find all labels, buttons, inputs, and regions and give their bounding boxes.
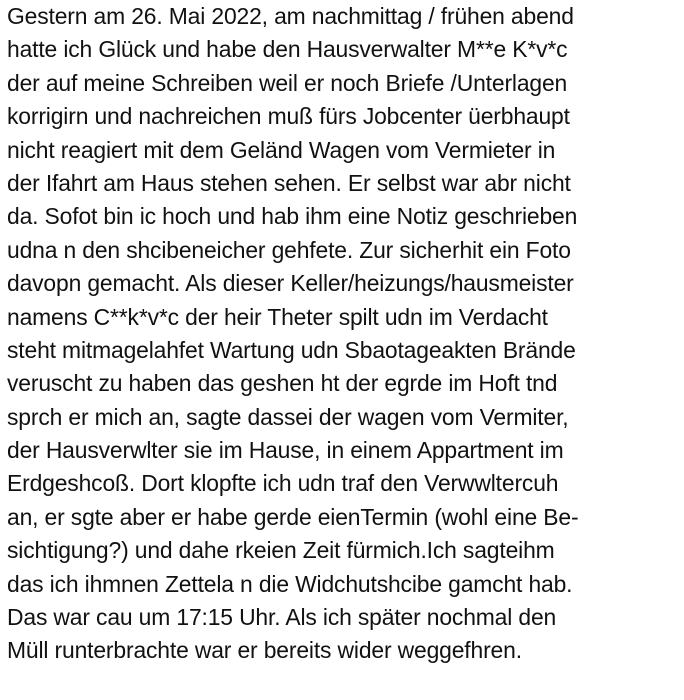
text-line: sprch er mich an, sagte dassei der wagen vom Vermiter, [7,403,569,430]
text-line: der Hausverwlter sie im Hause, in einem Appartment im [7,437,564,464]
text-line: Erdgeshcoß. Dort klopfte ich udn traf den Verwwltercuh [7,470,559,497]
text-line: Müll runterbrachte war er bereits wider weggefhren. [7,637,522,664]
text-line: Das war cau um 17:15 Uhr. Als ich später nochmal den [7,604,557,631]
text-line: nicht reagiert mit dem Geländ Wagen vom Vermieter in [7,136,556,163]
text-line: davopn gemacht. Als dieser Keller/heizungs/hausmeister [7,270,574,297]
text-line: Gestern am 26. Mai 2022, am nachmittag / frühen abend [7,3,574,29]
text-line: steht mitmagelahfet Wartung udn Sbaotageakten Brände [7,336,576,363]
text-line: das ich ihmnen Zettela n die Widchutshcibe gamcht hab. [7,570,573,597]
document-text [7,0,682,668]
text-line: namens C**k*v*c der heir Theter spilt udn im Verdacht [7,303,548,330]
text-line: da. Sofot bin ic hoch und hab ihm eine Notiz geschrieben [7,203,578,230]
text-line: der auf meine Schreiben weil er noch Briefe /Unterlagen [7,69,568,96]
text-line: der Ifahrt am Haus stehen sehen. Er selbst war abr nicht [7,169,571,196]
text-line: korrigirn und nachreichen muß fürs Jobcenter üerbhaupt [7,103,570,130]
text-line: veruscht zu haben das geshen ht der egrde im Hoft tnd [7,370,558,397]
text-line: hatte ich Glück und habe den Hausverwalter M**e K*v*c [7,36,568,63]
text-line: udna n den shcibeneicher gehfete. Zur sicherhit ein Foto [7,236,571,263]
text-line: an, er sgte aber er habe gerde eienTermin (wohl eine Be- [7,503,579,530]
text-line: sichtigung?) und dahe rkeien Zeit fürmich.Ich sagteihm [7,537,555,564]
